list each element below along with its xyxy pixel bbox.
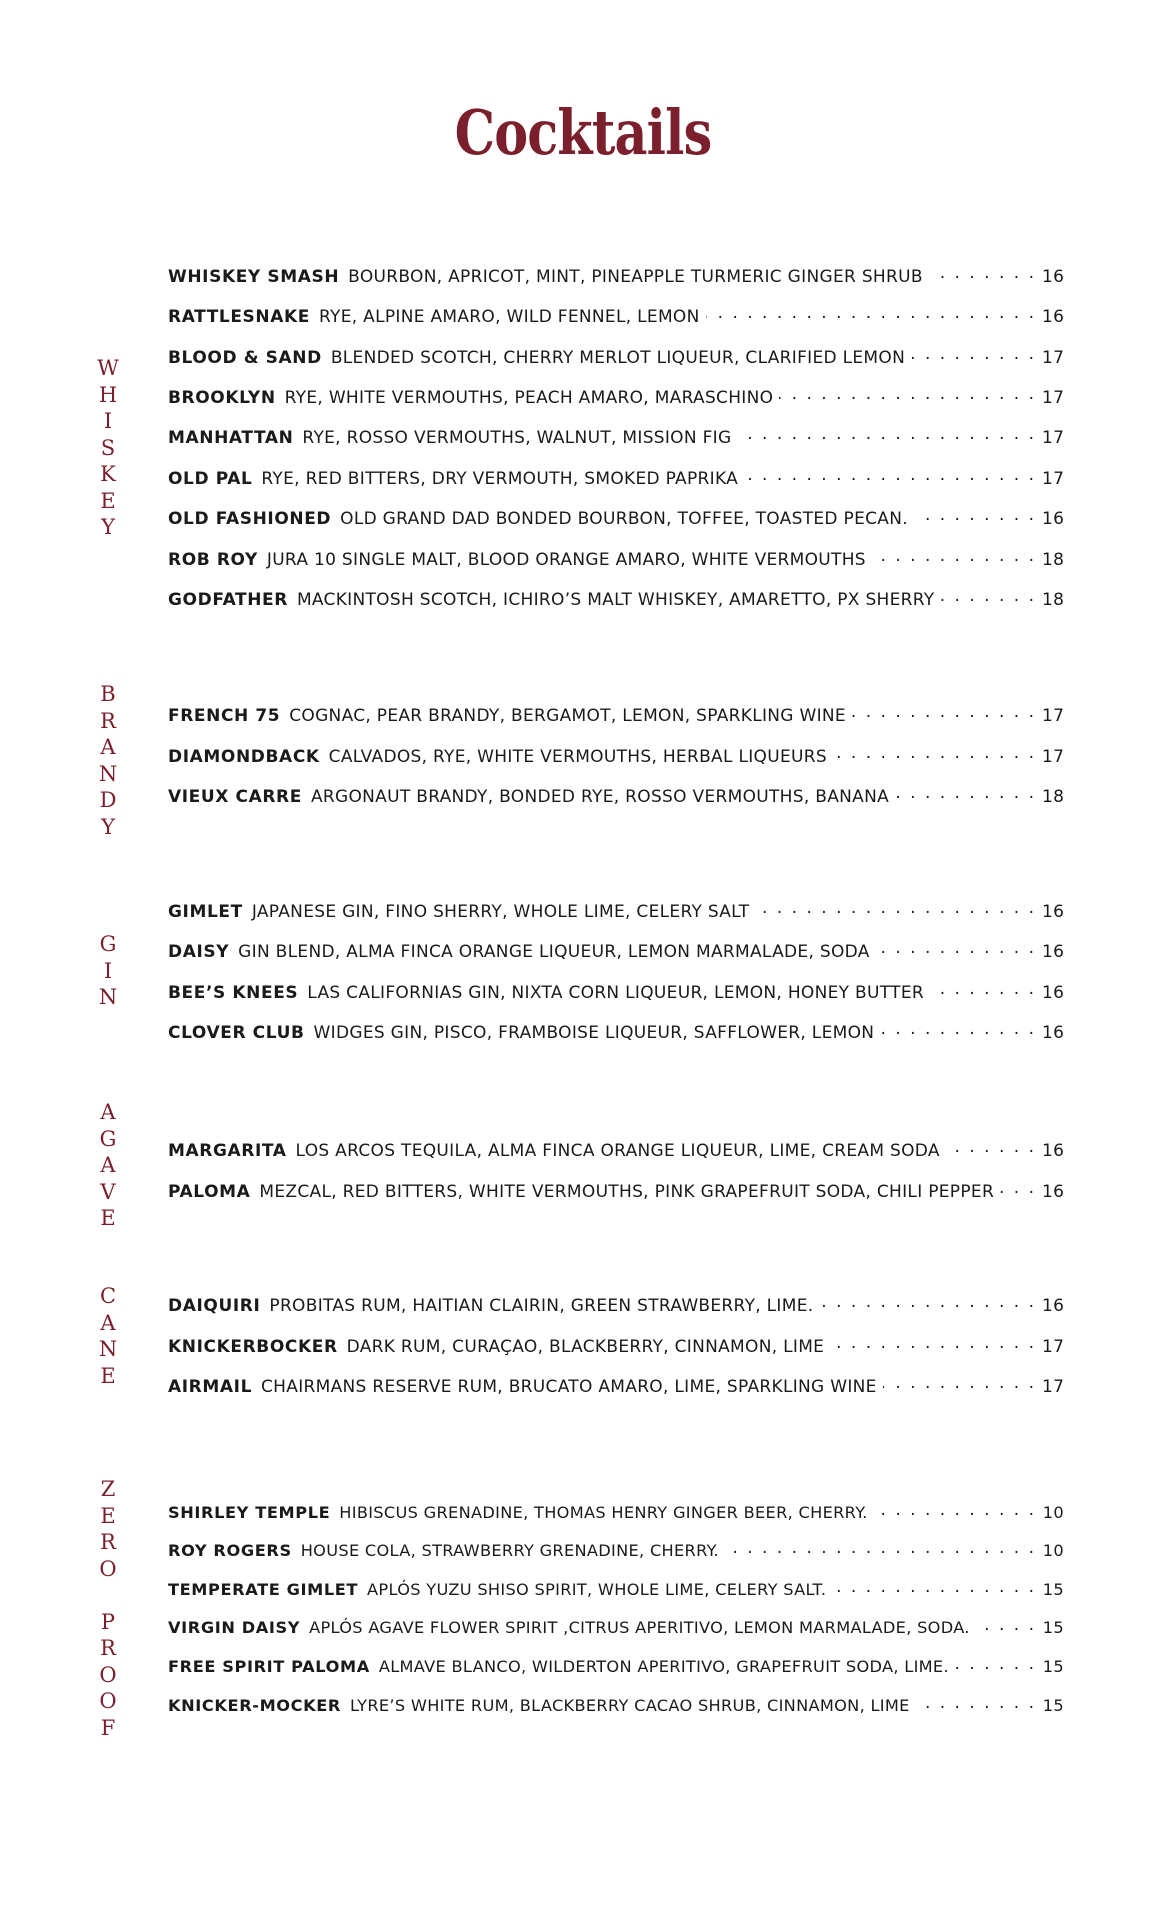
item-name: VIRGIN DAISY [168,1618,301,1638]
item-name: GIMLET [168,902,243,922]
item-description: HIBISCUS GRENADINE, THOMAS HENRY GINGER BEER, CHERRY. [339,1503,868,1523]
dot-leader [874,1502,1036,1518]
item-description: RYE, RED BITTERS, DRY VERMOUTH, SMOKED PAPRIKA [261,469,739,489]
section-label-letter: R [100,1636,116,1660]
item-name: MANHATTAN [168,428,294,448]
section-label-letter: O [99,1689,117,1713]
section-label-letter: A [100,735,116,759]
item-name: FRENCH 75 [168,706,281,726]
section-label-letter: K [100,462,116,486]
section-label-letter: R [100,708,116,733]
item-price: 16 [1042,1023,1065,1043]
dot-leader [819,1294,1036,1311]
section-label-letter: A [100,1310,116,1335]
section-label-letter: N [98,985,118,1009]
item-name: SHIRLEY TEMPLE [168,1503,331,1523]
item-name: KNICKER-MOCKER [168,1696,341,1716]
section-label-letter: E [100,1206,116,1230]
menu-item [168,1139,1064,1165]
item-name: BLOOD & SAND [168,348,322,368]
item-price: 16 [1042,942,1065,962]
menu-item [168,265,1064,291]
menu-item [168,940,1064,966]
item-description: MACKINTOSH SCOTCH, ICHIRO’S MALT WHISKEY, AMARETTO, PX SHERRY [296,590,935,610]
section-label-letter: E [100,488,116,513]
section-label-letter: N [98,761,118,786]
item-name: KNICKERBOCKER [168,1337,338,1357]
section-label-letter: Z [100,1477,116,1501]
section-label-letter: O [99,1556,117,1581]
item-price: 16 [1042,1141,1065,1161]
dot-leader [911,346,1036,363]
item-name: MARGARITA [168,1141,287,1161]
item-price: 10 [1042,1503,1064,1523]
menu-item [168,900,1064,926]
item-description: LAS CALIFORNIAS GIN, NIXTA CORN LIQUEUR, LEMON, HONEY BUTTER [307,983,924,1003]
menu-item [168,1540,1064,1566]
item-name: TEMPERATE GIMLET [168,1580,359,1600]
section-label-whiskey [96,355,120,541]
dot-leader [914,507,1036,524]
item-price: 18 [1042,550,1065,570]
dot-leader [930,981,1036,998]
menu-item [168,548,1064,574]
menu-item [168,981,1064,1007]
item-description: LYRE’S WHITE RUM, BLACKBERRY CACAO SHRUB, CINNAMON, LIME [350,1696,910,1716]
section-label-letter: V [100,1179,116,1204]
dot-leader [852,704,1036,721]
item-price: 15 [1042,1696,1064,1716]
item-description: BLENDED SCOTCH, CHERRY MERLOT LIQUEUR, CLARIFIED LEMON [330,348,906,368]
menu-item [168,1656,1064,1682]
item-description: HOUSE COLA, STRAWBERRY GRENADINE, CHERRY. [300,1541,719,1561]
item-price: 16 [1042,509,1065,529]
item-description: ALMAVE BLANCO, WILDERTON APERITIVO, GRAPEFRUIT SODA, LIME. [378,1657,949,1677]
item-price: 16 [1042,307,1065,327]
item-price: 16 [1042,983,1065,1003]
dot-leader [976,1617,1036,1633]
page-title: Cocktails [454,96,712,169]
item-description: CHAIRMANS RESERVE RUM, BRUCATO AMARO, LIME, SPARKLING WINE [261,1377,877,1397]
menu-item [168,507,1064,533]
menu-item [168,346,1064,372]
menu-item [168,467,1064,493]
dot-leader [830,1335,1036,1352]
section-label-letter: E [100,1503,116,1528]
section-label-letter: A [100,1153,116,1177]
dot-leader [706,305,1036,322]
section-label-letter: W [97,356,119,380]
dot-leader [955,1656,1036,1672]
section-label-zero-proof [96,1476,120,1741]
dot-leader [1000,1180,1036,1197]
section-label-agave [96,1099,120,1232]
item-price: 16 [1042,1296,1065,1316]
item-description: MEZCAL, RED BITTERS, WHITE VERMOUTHS, PINK GRAPEFRUIT SODA, CHILI PEPPER [259,1182,995,1202]
section-label-letter: E [100,1363,116,1388]
item-description: RYE, ALPINE AMARO, WILD FENNEL, LEMON [318,307,700,327]
item-price: 18 [1042,590,1065,610]
item-price: 15 [1042,1618,1064,1638]
item-name: OLD FASHIONED [168,509,332,529]
item-name: AIRMAIL [168,1377,253,1397]
section-label-cane [96,1283,120,1389]
dot-leader [883,1375,1036,1392]
dot-leader [916,1695,1036,1711]
menu-item [168,1695,1064,1721]
item-description: COGNAC, PEAR BRANDY, BERGAMOT, LEMON, SPARKLING WINE [289,706,846,726]
dot-leader [755,900,1036,917]
item-name: DIAMONDBACK [168,747,320,767]
item-price: 15 [1042,1657,1064,1677]
item-price: 17 [1042,388,1065,408]
item-price: 16 [1042,267,1065,287]
dot-leader [895,785,1036,802]
item-price: 18 [1042,787,1065,807]
item-description: JAPANESE GIN, FINO SHERRY, WHOLE LIME, CELERY SALT [251,902,750,922]
section-label-letter: F [100,1715,116,1740]
item-description: ARGONAUT BRANDY, BONDED RYE, ROSSO VERMOUTHS, BANANA [310,787,890,807]
item-description: CALVADOS, RYE, WHITE VERMOUTHS, HERBAL LIQUEURS [328,747,827,767]
section-label-letter: P [100,1609,116,1634]
section-label-letter: G [99,1126,117,1151]
dot-leader [779,386,1036,403]
item-price: 17 [1042,348,1065,368]
dot-leader [880,1021,1036,1038]
section-label-gin [96,931,120,1011]
item-name: FREE SPIRIT PALOMA [168,1657,370,1677]
item-name: WHISKEY SMASH [168,267,340,287]
item-price: 16 [1042,902,1065,922]
section-label-letter [105,1582,112,1609]
dot-leader [832,1579,1036,1595]
dot-leader [940,588,1036,605]
section-label-letter: O [99,1662,117,1687]
item-name: CLOVER CLUB [168,1023,305,1043]
menu-item [168,386,1064,412]
item-price: 17 [1042,1337,1065,1357]
item-description: BOURBON, APRICOT, MINT, PINEAPPLE TURMERIC GINGER SHRUB [348,267,923,287]
section-label-brandy [96,681,120,840]
section-label-letter: A [100,1100,116,1124]
item-price: 17 [1042,469,1065,489]
menu-item [168,1617,1064,1643]
dot-leader [744,467,1036,484]
dot-leader [872,548,1036,565]
item-description: RYE, ROSSO VERMOUTHS, WALNUT, MISSION FIG [302,428,732,448]
item-name: ROB ROY [168,550,258,570]
section-label-letter: B [100,682,116,706]
menu-item [168,704,1064,730]
dot-leader [946,1139,1036,1156]
section-label-letter: Y [101,515,115,539]
section-label-letter: I [103,409,113,433]
item-price: 17 [1042,428,1065,448]
item-price: 17 [1042,706,1065,726]
item-description: APLÓS AGAVE FLOWER SPIRIT ,CITRUS APERITIVO, LEMON MARMALADE, SODA. [309,1618,970,1638]
menu-item [168,1375,1064,1401]
section-label-letter: N [98,1337,118,1361]
item-name: ROY ROGERS [168,1541,292,1561]
item-name: VIEUX CARRE [168,787,302,807]
section-label-letter: I [103,958,113,983]
dot-leader [833,745,1036,762]
dot-leader [737,426,1036,443]
section-label-letter: R [100,1530,116,1554]
item-description: WIDGES GIN, PISCO, FRAMBOISE LIQUEUR, SAFFLOWER, LEMON [313,1023,875,1043]
item-name: PALOMA [168,1182,251,1202]
item-name: DAIQUIRI [168,1296,261,1316]
item-name: BROOKLYN [168,388,276,408]
item-description: APLÓS YUZU SHISO SPIRIT, WHOLE LIME, CELERY SALT. [367,1580,827,1600]
menu-item [168,426,1064,452]
section-label-letter: H [98,382,118,407]
item-name: GODFATHER [168,590,288,610]
menu-item [168,305,1064,331]
item-price: 16 [1042,1182,1065,1202]
item-name: RATTLESNAKE [168,307,310,327]
item-description: LOS ARCOS TEQUILA, ALMA FINCA ORANGE LIQUEUR, LIME, CREAM SODA [295,1141,940,1161]
item-name: DAISY [168,942,230,962]
dot-leader [725,1540,1036,1556]
item-name: BEE’S KNEES [168,983,299,1003]
menu-item [168,1335,1064,1361]
item-price: 17 [1042,747,1065,767]
item-price: 17 [1042,1377,1065,1397]
menu-item [168,1294,1064,1320]
item-name: OLD PAL [168,469,253,489]
item-price: 15 [1042,1580,1064,1600]
menu-item [168,1180,1064,1206]
menu-item [168,588,1064,614]
item-description: PROBITAS RUM, HAITIAN CLAIRIN, GREEN STRAWBERRY, LIME. [269,1296,814,1316]
menu-item [168,785,1064,811]
menu-item [168,745,1064,771]
menu-item [168,1502,1064,1528]
item-description: DARK RUM, CURAÇAO, BLACKBERRY, CINNAMON, LIME [346,1337,825,1357]
menu-item [168,1021,1064,1047]
item-price: 10 [1042,1541,1064,1561]
item-description: JURA 10 SINGLE MALT, BLOOD ORANGE AMARO, WHITE VERMOUTHS [266,550,866,570]
section-label-letter: Y [101,814,115,839]
section-label-letter: S [100,435,116,460]
section-label-letter: D [99,788,117,812]
dot-leader [876,940,1036,957]
item-description: GIN BLEND, ALMA FINCA ORANGE LIQUEUR, LEMON MARMALADE, SODA [238,942,870,962]
menu-item [168,1579,1064,1605]
item-description: RYE, WHITE VERMOUTHS, PEACH AMARO, MARASCHINO [284,388,774,408]
section-label-letter: C [99,1284,117,1308]
dot-leader [929,265,1036,282]
section-label-letter: G [99,932,117,956]
item-description: OLD GRAND DAD BONDED BOURBON, TOFFEE, TOASTED PECAN. [340,509,908,529]
